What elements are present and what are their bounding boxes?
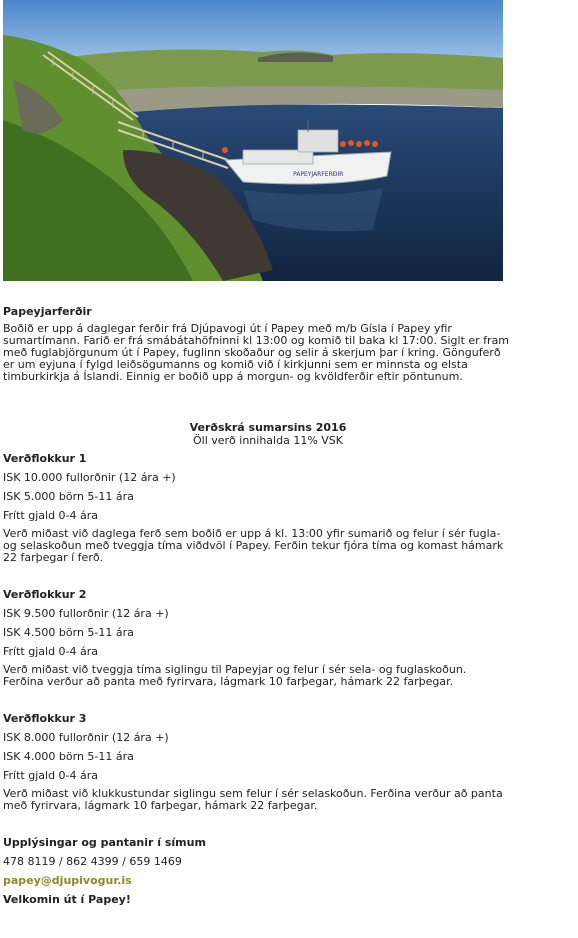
price-category-1: [3, 452, 533, 564]
description-line: Verð miðast við tveggja tíma siglingu til Papeyjar og felur í sér sela- og fuglaskoðun.: [3, 663, 467, 676]
description-line: með fyrirvara, lágmark 10 farþegar, hámark 22 farþegar.: [3, 799, 318, 812]
pricelist-heading: Verðskrá sumarsins 2016: [189, 421, 347, 434]
contact-phones: 478 8119 / 862 4399 / 659 1469: [3, 855, 182, 868]
intro-line: Boðið er upp á daglegar ferðir frá Djúpavogi út í Papey með m/b Gísla í Papey yfir: [3, 322, 452, 335]
price-free: Frítt gjald 0-4 ára: [3, 645, 99, 658]
category-title: Verðflokkur 1: [3, 452, 87, 465]
price-adult: ISK 9.500 fullorðnir (12 ára +): [3, 607, 169, 620]
category-title: Verðflokkur 3: [3, 712, 87, 725]
price-child: ISK 5.000 börn 5-11 ára: [3, 490, 134, 503]
intro-title: Papeyjarferðir: [3, 305, 92, 318]
contact-section: [3, 836, 533, 906]
intro-line: sumartímann. Farið er frá smábátahöfninni kl 13:00 og komið til baka kl 17:00. Siglt er fram: [3, 334, 510, 347]
intro-line: er um eyjuna í fylgd leiðsögumanns og komið við í kirkjunni sem er minnsta og elsta: [3, 358, 468, 371]
main-content: [3, 305, 533, 906]
description-line: Verð miðast við daglega ferð sem boðið er upp á kl. 13:00 yfir sumarið og felur í sér fugla-: [3, 527, 501, 540]
price-child: ISK 4.000 börn 5-11 ára: [3, 750, 134, 763]
contact-title: Upplýsingar og pantanir í símum: [3, 836, 206, 849]
intro-line: með fuglabjörgunum út í Papey, fuglinn skoðaður og selir á skerjum þar í kring. Gönguferð: [3, 346, 501, 359]
price-adult: ISK 10.000 fullorðnir (12 ára +): [3, 471, 176, 484]
description-line: 22 farþegar í ferð.: [3, 551, 104, 564]
welcome-text: Velkomin út í Papey!: [3, 893, 131, 906]
hero-photo: [3, 0, 503, 281]
price-adult: ISK 8.000 fullorðnir (12 ára +): [3, 731, 169, 744]
contact-email-link[interactable]: papey@djupivogur.is: [3, 874, 132, 887]
description-line: og selaskoðun með tveggja tíma viðdvöl í Papey. Ferðin tekur fjóra tíma og komast hámark: [3, 539, 504, 552]
category-description: [3, 788, 533, 812]
description-line: Ferðina verður að panta með fyrirvara, lágmark 10 farþegar, hámark 22 farþegar.: [3, 675, 454, 688]
category-description: [3, 664, 533, 688]
price-category-2: [3, 588, 533, 688]
price-category-3: [3, 712, 533, 812]
description-line: Verð miðast við klukkustundar siglingu sem felur í sér selaskoðun. Ferðina verður að panta: [3, 787, 503, 800]
boat-name: PAPEYJARFERÐIR: [293, 171, 344, 178]
pricelist-subheading: Öll verð innihalda 11% VSK: [192, 434, 343, 447]
category-title: Verðflokkur 2: [3, 588, 87, 601]
intro-paragraph: [3, 323, 533, 383]
intro-line: timburkirkja á Íslandi. Einnig er boðið upp á morgun- og kvöldferðir eftir pöntunum.: [3, 370, 463, 383]
price-free: Frítt gjald 0-4 ára: [3, 769, 99, 782]
pricelist-header: [3, 421, 533, 447]
price-child: ISK 4.500 börn 5-11 ára: [3, 626, 134, 639]
price-free: Frítt gjald 0-4 ára: [3, 509, 99, 522]
category-description: [3, 528, 533, 564]
